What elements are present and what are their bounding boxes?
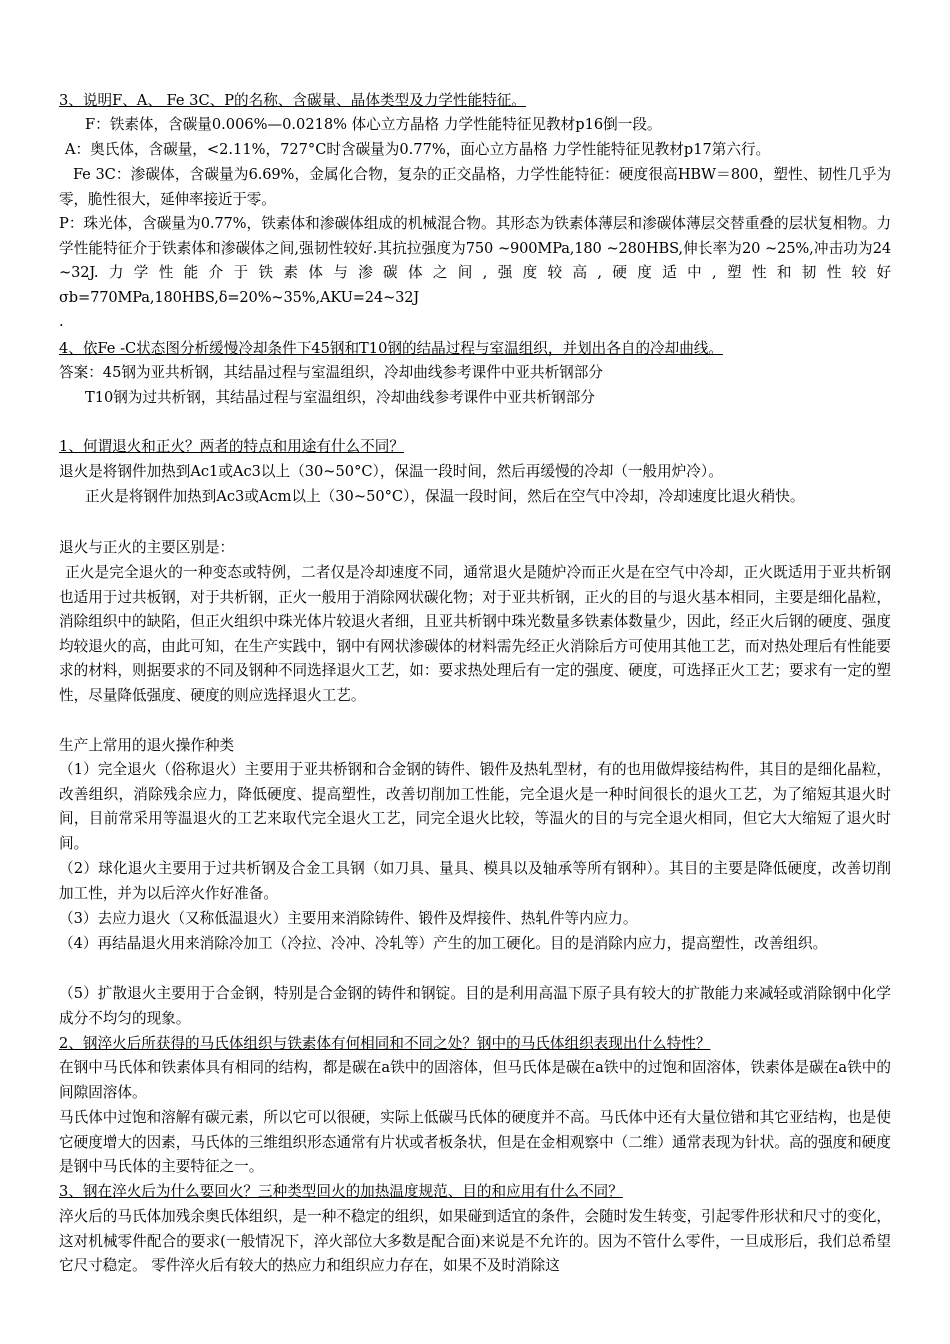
annealing-type-4: （4）再结晶退火用来消除冷加工（冷拉、冷冲、冷轧等）产生的加工硬化。目的是消除内应力，提高塑性，改善组织。 [59,935,828,952]
normalizing-definition: 正火是将钢件加热到Ac3或Acm以上（30~50°C），保温一段时间，然后在空气中冷却，冷却速度比退火稍快。 [85,488,805,505]
dot-line: . [59,313,64,330]
annealing-definition: 退火是将钢件加热到Ac1或Ac3以上（30~50°C），保温一段时间，然后再缓慢的冷却（一般用炉冷）。 [59,463,723,480]
martensite-paragraph-1: 在钢中马氏体和铁素体具有相同的结构，都是碳在a铁中的固溶体，但马氏体是碳在a铁中的过饱和固溶体，铁素体是碳在a铁中的间隙固溶体。 [59,1059,891,1101]
q4-answer-t10steel: T10钢为过共析钢，其结晶过程与室温组织，冷却曲线参考课件中亚共析钢部分 [85,389,595,406]
annealing-type-5: （5）扩散退火主要用于合金钢，特别是合金钢的铸件和钢锭。目的是利用高温下原子具有较大的扩散能力来减轻或消除钢中化学成分不均匀的现象。 [59,985,891,1027]
cementite-paragraph: Fe 3C：渗碳体，含碳量为6.69%，金属化合物，复杂的正交晶格，力学性能特征：硬度很高HBW＝800，塑性、韧性几乎为零，脆性很大，延伸率接近于零。 [59,166,891,208]
q4-title: 4、依Fe -C状态图分析缓慢冷却条件下45钢和T10钢的结晶过程与室温组织，并划出各自的冷却曲线。 [59,340,724,357]
q2-martensite-title: 2、钢淬火后所获得的马氏体组织与铁素体有何相同和不同之处？钢中的马氏体组织表现出什么特性？ [59,1035,711,1052]
q1-annealing-title: 1、何谓退火和正火？两者的特点和用途有什么不同？ [59,438,404,455]
annealing-type-2: （2）球化退火主要用于过共析钢及合金工具钢（如刀具、量具、模具以及轴承等所有钢种）。其目的主要是降低硬度，改善切削加工性，并为以后淬火作好准备。 [59,860,891,902]
differences-paragraph: 正火是完全退火的一种变态或特例，二者仅是冷却速度不同，通常退火是随炉冷而正火是在空气中冷却，正火既适用于亚共析钢也适用于过共板钢，对于共析钢，正火一般用于消除网状碳化物；对于亚共析钢，正火的目的与退火基本相同，主要是细化晶粒，消除组织中的缺陷，但正火组织中珠光体片较退火者细，且亚共析钢中珠光数量多铁素体数量少，因此，经正火后钢的硬度、强度均较退火的高，由此可知，在生产实践中，钢中有网状渗碳体的材料需先经正火消除后方可使用其他工艺，而对热处理后有性能要求的材料，则据要求的不同及钢种不同选择退火工艺，如：要求热处理后有一定的强度、硬度，可选择正火工艺；要求有一定的塑性，尽量降低强度、硬度的则应选择退火工艺。 [59,564,891,704]
q3-tempering-title: 3、钢在淬火后为什么要回火？三种类型回火的加热温度规范、目的和应用有什么不同？ [59,1183,623,1200]
q4-answer-45steel: 答案：45钢为亚共析钢，其结晶过程与室温组织，冷却曲线参考课件中亚共析钢部分 [59,364,603,381]
differences-title: 退火与正火的主要区别是： [59,539,235,556]
austenite-line: A：奥氏体，含碳量，<2.11%，727°C时含碳量为0.77%，面心立方晶格 力学性能特征见教材p17第六行。 [65,141,771,158]
ferrite-line: F：铁素体，含碳量0.006%—0.0218% 体心立方晶格 力学性能特征见教材p16倒一段。 [85,116,662,133]
martensite-paragraph-2: 马氏体中过饱和溶解有碳元素，所以它可以很硬，实际上低碳马氏体的硬度并不高。马氏体中还有大量位错和其它亚结构，也是使它硬度增大的因素，马氏体的三维组织形态通常有片状或者板条状，但是在金相观察中（二维）通常表现为针状。高的强度和硬度是钢中马氏体的主要特征之一。 [59,1109,891,1176]
pearlite-paragraph: P：珠光体，含碳量为0.77%，铁素体和渗碳体组成的机械混合物。其形态为铁素体薄层和渗碳体薄层交替重叠的层状复相物。力学性能特征介于铁素体和渗碳体之间,强韧性较好.其抗拉强度为750 ~900MPa,180 ~280HBS,伸长率为20 ~25%,冲击功为24 ~32J.力学性能介于铁素体与渗碳体之间,强度较高,硬度适中,塑性和韧性较好σb=770MPa,180HBS,δ=20%~35%,AKU=24~32J [59,215,891,306]
annealing-type-1: （1）完全退火（俗称退火）主要用于亚共桥钢和合金钢的铸件、锻件及热轧型材，有的也用做焊接结构件，其目的是细化晶粒，改善组织，消除残余应力，降低硬度、提高塑性，改善切削加工性能，完全退火是一种时间很长的退火工艺，为了缩短其退火时间，目前常采用等温退火的工艺来取代完全退火工艺，同完全退火比较，等温火的目的与完全退火相同，但它大大缩短了退火时间。 [59,761,891,852]
q3-phases-title: 3、说明F、A、 Fe 3C、P的名称、含碳量、晶体类型及力学性能特征。 [59,92,526,109]
annealing-types-title: 生产上常用的退火操作种类 [59,737,235,754]
tempering-paragraph: 淬火后的马氏体加残余奥氏体组织，是一种不稳定的组织，如果碰到适宜的条件，会随时发生转变，引起零件形状和尺寸的变化，这对机械零件配合的要求(一般情况下，淬火部位大多数是配合面)来说是不允许的。因为不管什么零件，一旦成形后，我们总希望它尺寸稳定。 零件淬火后有较大的热应力和组织应力存在，如果不及时消除这 [59,1208,891,1275]
annealing-type-3: （3）去应力退火（又称低温退火）主要用来消除铸件、锻件及焊接件、热轧件等内应力。 [59,910,638,927]
